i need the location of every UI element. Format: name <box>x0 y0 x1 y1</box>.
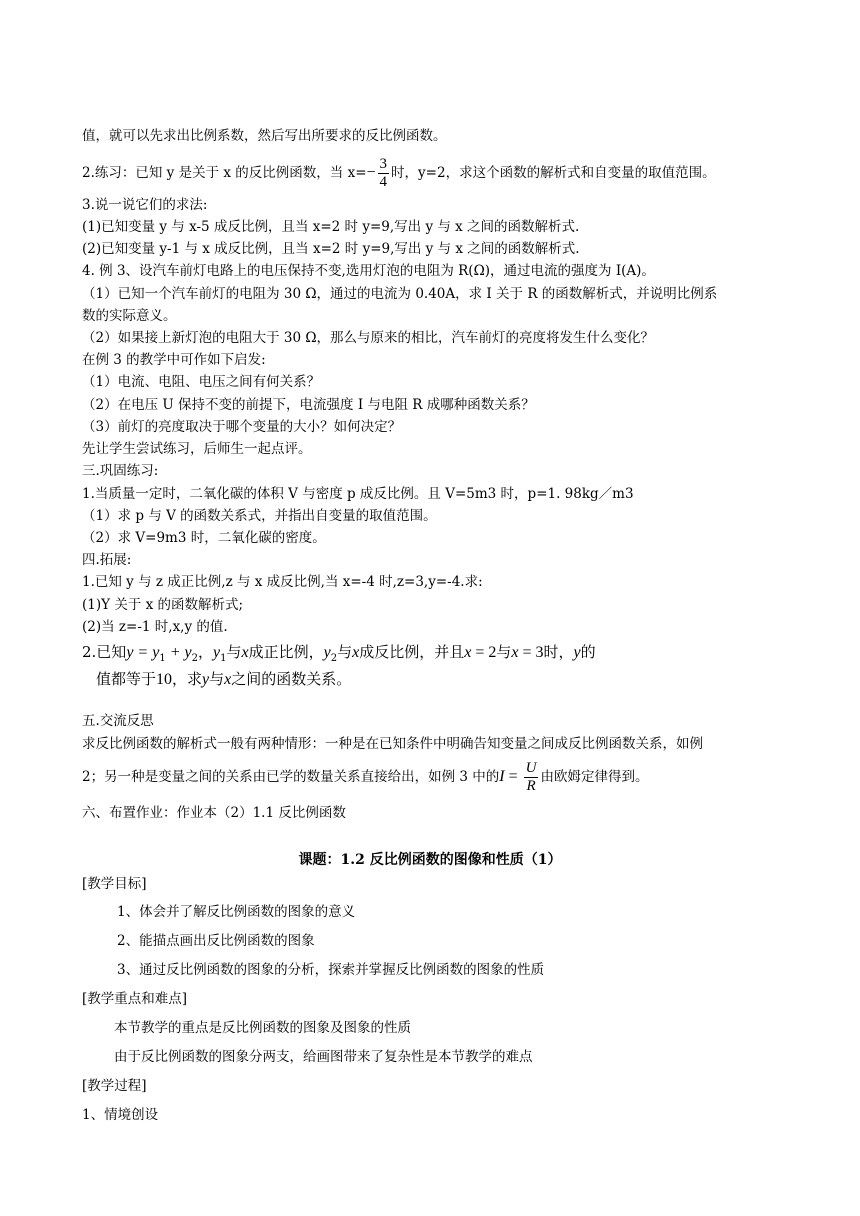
text-segment: 与 <box>337 643 353 661</box>
list-item: 1、体会并了解反比例函数的图象的意义 <box>117 904 356 920</box>
text-segment: 与 <box>209 670 225 688</box>
math-y: y <box>573 644 581 661</box>
text-line: (2)当 z=-1 时,x,y 的值. <box>82 619 228 635</box>
exercise-2-line <box>82 156 716 191</box>
math-x: x <box>511 644 519 661</box>
text-segment: 2；另一种是变量之间的关系由已学的数量关系直接给出，如例 3 中的 <box>82 769 500 785</box>
text-line: (1)已知变量 y 与 x-5 成反比例，且当 x=2 时 y=9,写出 y 与 x 之间的函数解析式. <box>82 219 580 235</box>
subscript: 1 <box>159 653 166 664</box>
section-heading: 五.交流反思 <box>82 713 154 729</box>
lesson-title: 课题：1.2 反比例函数的图像和性质（1） <box>298 852 562 868</box>
text-segment: 2.已知 <box>82 643 127 661</box>
text-segment: 与 <box>226 643 242 661</box>
math-x: x <box>241 644 249 661</box>
section-heading: [教学目标] <box>82 876 147 892</box>
text-segment: 与 <box>496 643 512 661</box>
text-line: （2）求 V=9m3 时，二氧化碳的密度。 <box>82 530 326 546</box>
extension-2-line <box>82 643 596 668</box>
text-line: （2）在电压 U 保持不变的前提下，电流强度 I 与电阻 R 成哪种函数关系？ <box>82 397 535 413</box>
text-line: （2）如果接上新灯泡的电阻大于 30 Ω，那么与原来的相比，汽车前灯的亮度将发生什么变化？ <box>82 330 655 346</box>
text-line: （1）电流、电阻、电压之间有何关系？ <box>82 374 321 390</box>
text-line: (2)已知变量 y-1 与 x 成反比例，且当 x=2 时 y=9,写出 y 与 x 之间的函数解析式. <box>82 241 580 257</box>
numerator: U <box>525 760 537 776</box>
list-item: 3、通过反比例函数的图象的分析，探索并掌握反比例函数的图象的性质 <box>117 962 545 978</box>
math-I: I <box>499 768 505 785</box>
text-segment: ，求 <box>172 670 203 688</box>
math-value: = 2 <box>471 644 497 661</box>
text-line: 先让学生尝试练习，后师生一起点评。 <box>82 441 312 457</box>
section-heading: [教学过程] <box>82 1078 147 1094</box>
text-line: 在例 3 的教学中可作如下启发: <box>82 352 266 368</box>
denominator: 4 <box>379 174 388 190</box>
math-x: x <box>224 671 232 688</box>
text-line: （1）已知一个汽车前灯的电阻为 30 Ω，通过的电流为 0.40A，求 I 关于 R 的函数解析式，并说明比例系 <box>82 286 718 302</box>
denominator: R <box>526 778 536 794</box>
text-line: 1.已知 y 与 z 成正比例,z 与 x 成反比例,当 x=-4 时,z=3,y=-4.求: <box>82 574 483 590</box>
math-equals: = <box>504 768 522 785</box>
math-x: x <box>352 644 360 661</box>
text-line: 4. 例 3、设汽车前灯电路上的电压保持不变,选用灯泡的电阻为 R(Ω)，通过电流的强度为 I(A)。 <box>82 263 655 279</box>
text-line: （1）求 p 与 V 的函数关系式，并指出自变量的取值范围。 <box>82 508 437 524</box>
text-line: 本节教学的重点是反比例函数的图象及图象的性质 <box>114 1020 411 1036</box>
text-line: （3）前灯的亮度取决于哪个变量的大小？如何决定？ <box>82 419 402 435</box>
text-segment: 成正比例， <box>248 643 324 661</box>
math-value: 10 <box>156 671 173 688</box>
text-segment: ， <box>197 643 213 661</box>
text-line: 1.当质量一定时，二氧化碳的体积 V 与密度 p 成反比例。且 V=5m3 时，p=1. 98kg／m3 <box>82 486 634 502</box>
text-segment: 时， <box>543 643 574 661</box>
text-line: 六、布置作业：作业本（2）1.1 反比例函数 <box>82 805 346 821</box>
text-line: 3.说一说它们的求法: <box>82 197 208 213</box>
minus-sign: − <box>366 164 376 181</box>
extension-2-line-cont <box>96 670 351 689</box>
section-heading: 三.巩固练习: <box>82 463 159 479</box>
text-segment: 的 <box>580 643 596 661</box>
ohm-law-line <box>82 760 648 795</box>
text-segment: 时，y=2，求这个函数的解析式和自变量的取值范围。 <box>391 165 716 181</box>
numerator: 3 <box>379 156 388 172</box>
section-heading: 1、情境创设 <box>82 1107 159 1123</box>
math-y: y = y <box>126 644 160 661</box>
section-heading: 四.拓展: <box>82 552 132 568</box>
subscript: 2 <box>191 653 198 664</box>
text-segment: 值都等于 <box>96 670 157 688</box>
text-line: (1)Y 关于 x 的函数解析式; <box>82 597 244 613</box>
math-y2: y <box>323 644 331 661</box>
math-value: = 3 <box>518 644 544 661</box>
text-line: 求反比例函数的解析式一般有两种情形：一种是在已知条件中明确告知变量之间成反比例函数关系，如例 <box>82 736 703 752</box>
list-item: 2、能描点画出反比例函数的图象 <box>117 933 315 949</box>
text-line: 值，就可以先求出比例系数，然后写出所要求的反比例函数。 <box>82 128 447 144</box>
section-heading: [教学重点和难点] <box>82 991 188 1007</box>
text-segment: 由欧姆定律得到。 <box>540 769 649 785</box>
math-y: y <box>202 671 210 688</box>
subscript: 2 <box>330 653 338 664</box>
fraction-three-quarters <box>378 156 390 191</box>
math-plus: + y <box>165 644 192 661</box>
math-x: x <box>464 644 472 661</box>
text-line: 由于反比例函数的图象分两支，给画图带来了复杂性是本节教学的难点 <box>114 1049 533 1065</box>
text-segment: 2.练习：已知 y 是关于 x 的反比例函数，当 x= <box>82 165 367 181</box>
text-segment: 之间的函数关系。 <box>231 670 352 688</box>
subscript: 1 <box>220 653 227 664</box>
text-line: 数的实际意义。 <box>82 308 177 324</box>
math-y1: y <box>212 644 221 661</box>
text-segment: 成反比例，并且 <box>359 643 465 661</box>
fraction-u-over-r <box>524 760 539 795</box>
